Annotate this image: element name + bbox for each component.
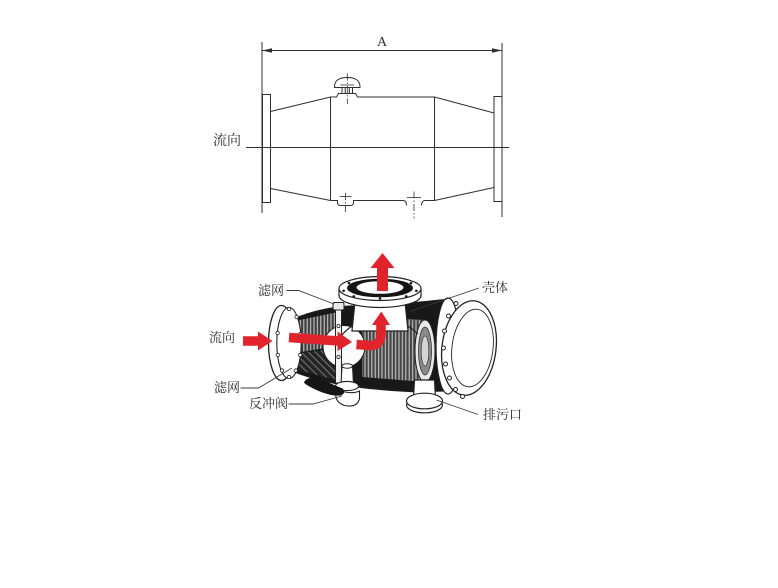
leader-drain	[437, 400, 479, 415]
label-flow: 流向	[209, 330, 236, 345]
center-ticks	[340, 85, 422, 198]
dim-arrow-left	[262, 48, 272, 53]
front-view-drawing	[246, 42, 509, 219]
end-cover	[436, 298, 502, 399]
right-flange	[494, 97, 502, 202]
through-flow-arrow	[289, 338, 339, 342]
flow-direction-label-front-view: 流向	[213, 134, 241, 149]
inlet-flange	[269, 306, 303, 381]
label-screen-top: 滤网	[258, 283, 285, 298]
label-drain-outlet: 排污口	[483, 407, 523, 422]
tie-rod-cap	[333, 303, 344, 311]
center-marks	[346, 74, 415, 219]
cutaway-illustration	[269, 277, 502, 413]
leader-backwash-valve	[289, 396, 343, 404]
label-backwash-valve: 反冲阀	[249, 396, 289, 411]
leader-screen-top	[287, 291, 335, 305]
cylinder-top-line	[331, 94, 435, 98]
label-screen-bottom: 滤网	[214, 380, 241, 395]
label-shell: 壳体	[482, 280, 509, 295]
cylinder-bottom-line	[331, 201, 435, 206]
left-flange	[263, 95, 271, 203]
dim-arrow-right	[492, 48, 502, 53]
dimension-label: A	[377, 35, 388, 50]
reducer-lines	[271, 97, 495, 201]
